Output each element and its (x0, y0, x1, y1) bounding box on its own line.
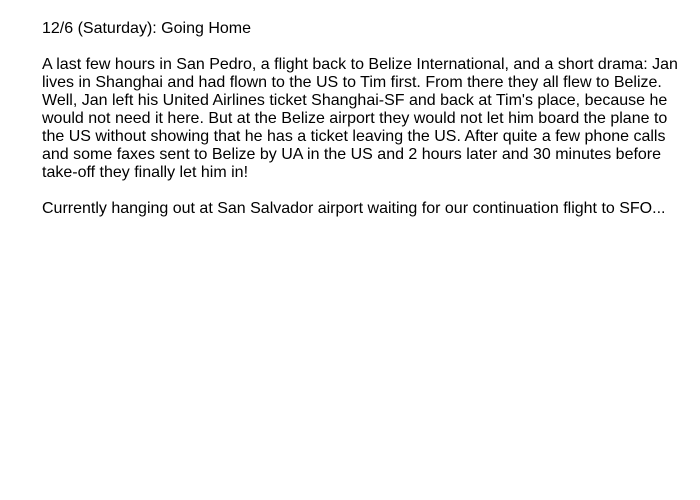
entry-paragraph-2: Currently hanging out at San Salvador airport waiting for our continuation flight to SFO... (42, 200, 666, 217)
journal-entry (42, 20, 692, 236)
entry-paragraph-1: A last few hours in San Pedro, a flight back to Belize International, and a short drama: Jan lives in Shanghai and had flown to the US to Tim first. From there they all flew to Belize. Well, Jan left his United Airlines ticket Shanghai-SF and back at Tim's place, because he would not need it here. But at the Belize airport they would not let him board the plane to the US without showing that he has a ticket leaving the US. After quite a few phone calls and some faxes sent to Belize by UA in the US and 2 hours later and 30 minutes before take-off they finally let him in! (42, 56, 678, 181)
entry-title: 12/6 (Saturday): Going Home (42, 20, 251, 37)
